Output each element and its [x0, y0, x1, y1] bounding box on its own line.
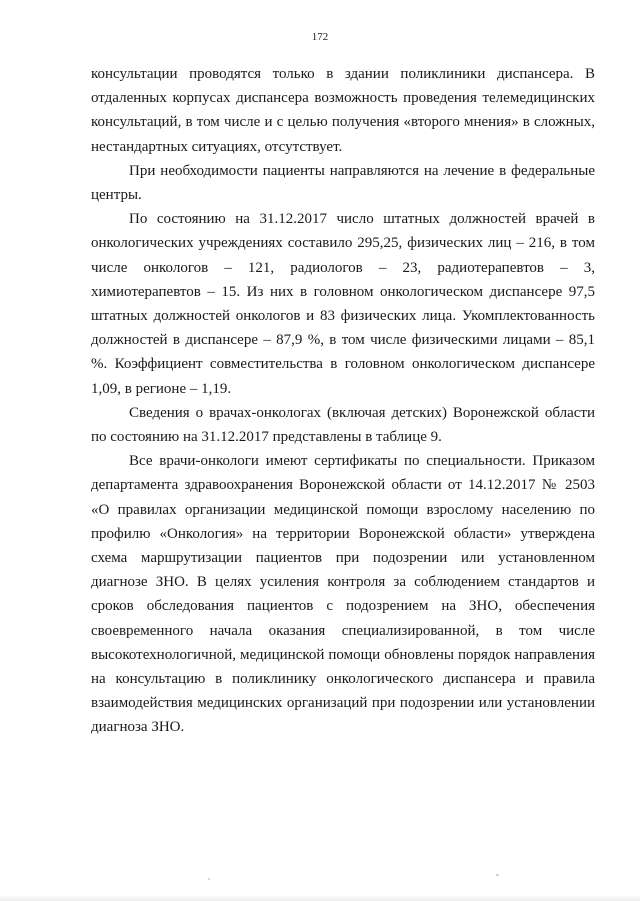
page-bottom-edge: [0, 895, 640, 901]
paragraph-5: Все врачи-онкологи имеют сертификаты по специальности. Приказом департамента здравоохранения Воронежской области от 14.12.2017 № 2503 «О правилах организации медицинской помощи взрослому населению по профилю «Онкология» на территории Воронежской области» утверждена схема маршрутизации пациентов при подозрении или установленном диагнозе ЗНО. В целях усиления контроля за соблюдением стандартов и сроков обследования пациентов с подозрением на ЗНО, обеспечения своевременного начала оказания специализированной, в том числе высокотехнологичной, медицинской помощи обновлены порядок направления на консультацию в поликлинику онкологического диспансера и правила взаимодействия медицинских организаций при подозрении или установлении диагноза ЗНО.: [91, 453, 595, 736]
paragraph-2: При необходимости пациенты направляются на лечение в федеральные центры.: [91, 162, 595, 204]
page-number: 172: [311, 31, 329, 43]
paragraph-3: По состоянию на 31.12.2017 число штатных должностей врачей в онкологических учреждениях составило 295,25, физических лиц – 216, в том числе онкологов – 121, радиологов – 23, радиотерапевтов – 3, химиотерапевтов – 15. Из них в головном онкологическом диспансере 97,5 штатных должностей онкологов и 83 физических лица. Укомплектованность должностей в диспансере – 87,9 %, в том числе физическими лицами – 85,1 %. Коэффициент совместительства в головном онкологическом диспансере 1,09, в регионе – 1,19.: [91, 211, 595, 397]
paragraph-1: консультации проводятся только в здании поликлиники диспансера. В отдаленных корпусах диспансера возможность проведения телемедицинских консультаций, в том числе и с целью получения «второго мнения» в сложных, нестандартных ситуациях, отсутствует.: [91, 66, 595, 155]
scan-speck: [208, 878, 210, 880]
scan-speck: [496, 874, 499, 876]
body-text: [91, 62, 595, 740]
paragraph-4: Сведения о врачах-онкологах (включая детских) Воронежской области по состоянию на 31.12.2017 представлены в таблице 9.: [91, 404, 595, 446]
